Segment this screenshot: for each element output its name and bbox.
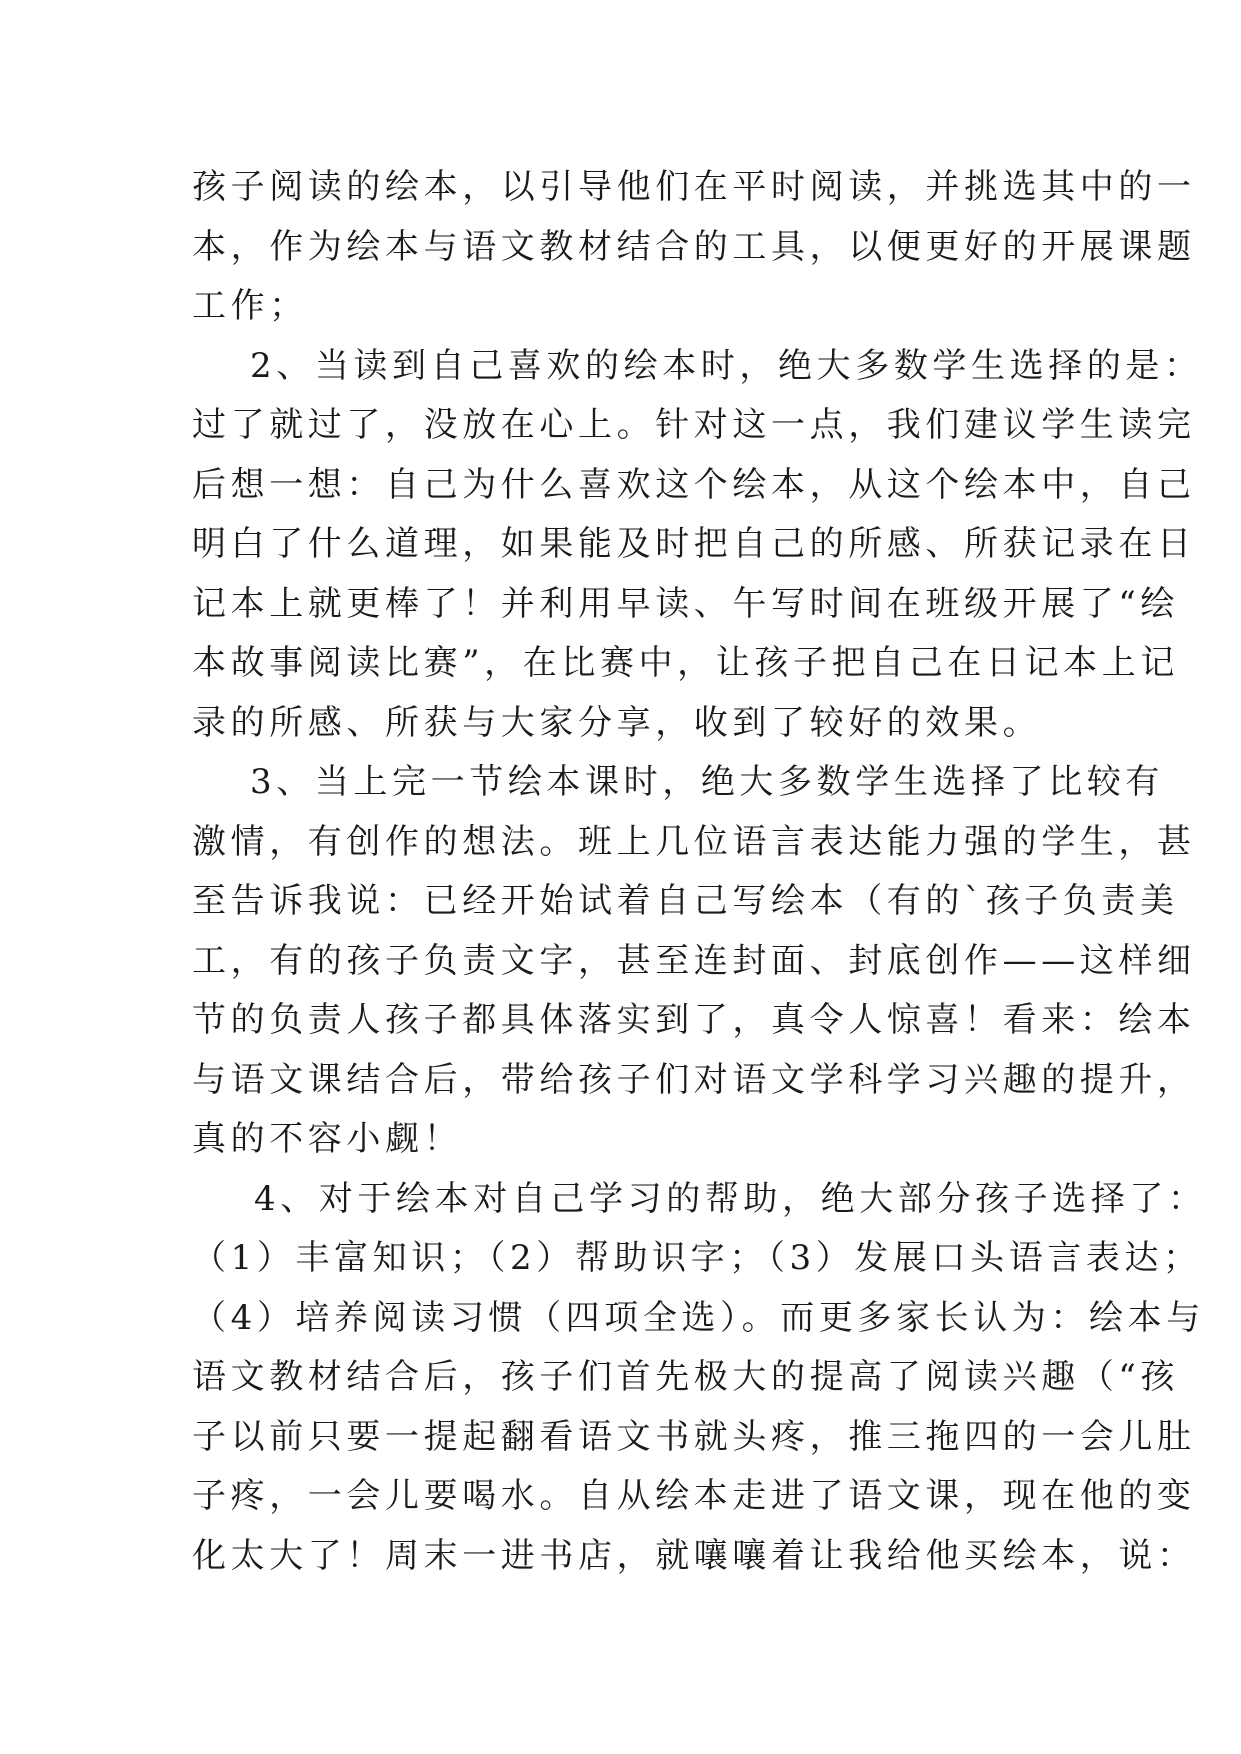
- text-line: 激情，有创作的想法。班上几位语言表达能力强的学生，甚: [192, 821, 1196, 862]
- text-line: 2、当读到自己喜欢的绘本时，绝大多数学生选择的是：: [250, 345, 1203, 386]
- text-line: 后想一想：自己为什么喜欢这个绘本，从这个绘本中，自己: [192, 464, 1196, 505]
- text-line: 录的所感、所获与大家分享，收到了较好的效果。: [192, 702, 1042, 743]
- text-line: 与语文课结合后，带给孩子们对语文学科学习兴趣的提升，: [192, 1059, 1196, 1100]
- text-line: 至告诉我说：已经开始试着自己写绘本（有的`孩子负责美: [192, 881, 1179, 921]
- text-line: 本，作为绘本与语文教材结合的工具，以便更好的开展课题: [192, 226, 1196, 267]
- text-line: 4、对于绘本对自己学习的帮助，绝大部分孩子选择了：: [254, 1178, 1207, 1219]
- text-line: 节的负责人孩子都具体落实到了，真令人惊喜！看来：绘本: [192, 1000, 1196, 1040]
- text-line: 孩子阅读的绘本，以引导他们在平时阅读，并挑选其中的一: [192, 167, 1196, 207]
- text-line: 本故事阅读比赛”，在比赛中，让孩子把自己在日记本上记: [192, 643, 1179, 683]
- text-line: （4）培养阅读习惯（四项全选）。而更多家长认为：绘本与: [192, 1297, 1205, 1338]
- text-line: 语文教材结合后，孩子们首先极大的提高了阅读兴趣（“孩: [192, 1357, 1179, 1397]
- text-line: 子以前只要一提起翻看语文书就头疼，推三拖四的一会儿肚: [192, 1416, 1196, 1457]
- text-line: 化太大了！周末一进书店，就嚷嚷着让我给他买绘本，说：: [192, 1535, 1196, 1576]
- text-line: （1）丰富知识；（2）帮助识字；（3）发展口头语言表达；: [192, 1238, 1202, 1278]
- text-line: 真的不容小觑！: [192, 1119, 463, 1159]
- text-line: 记本上就更棒了！并利用早读、午写时间在班级开展了“绘: [192, 583, 1179, 624]
- text-line: 子疼，一会儿要喝水。自从绘本走进了语文课，现在他的变: [192, 1476, 1196, 1516]
- text-line: 过了就过了，没放在心上。针对这一点，我们建议学生读完: [192, 405, 1196, 445]
- text-line: 明白了什么道理，如果能及时把自己的所感、所获记录在日: [192, 524, 1196, 564]
- text-line: 工，有的孩子负责文字，甚至连封面、封底创作——这样细: [192, 940, 1196, 981]
- text-line: 工作；: [192, 286, 308, 326]
- text-line: 3、当上完一节绘本课时，绝大多数学生选择了比较有: [250, 762, 1165, 802]
- document-body: [192, 158, 1207, 1586]
